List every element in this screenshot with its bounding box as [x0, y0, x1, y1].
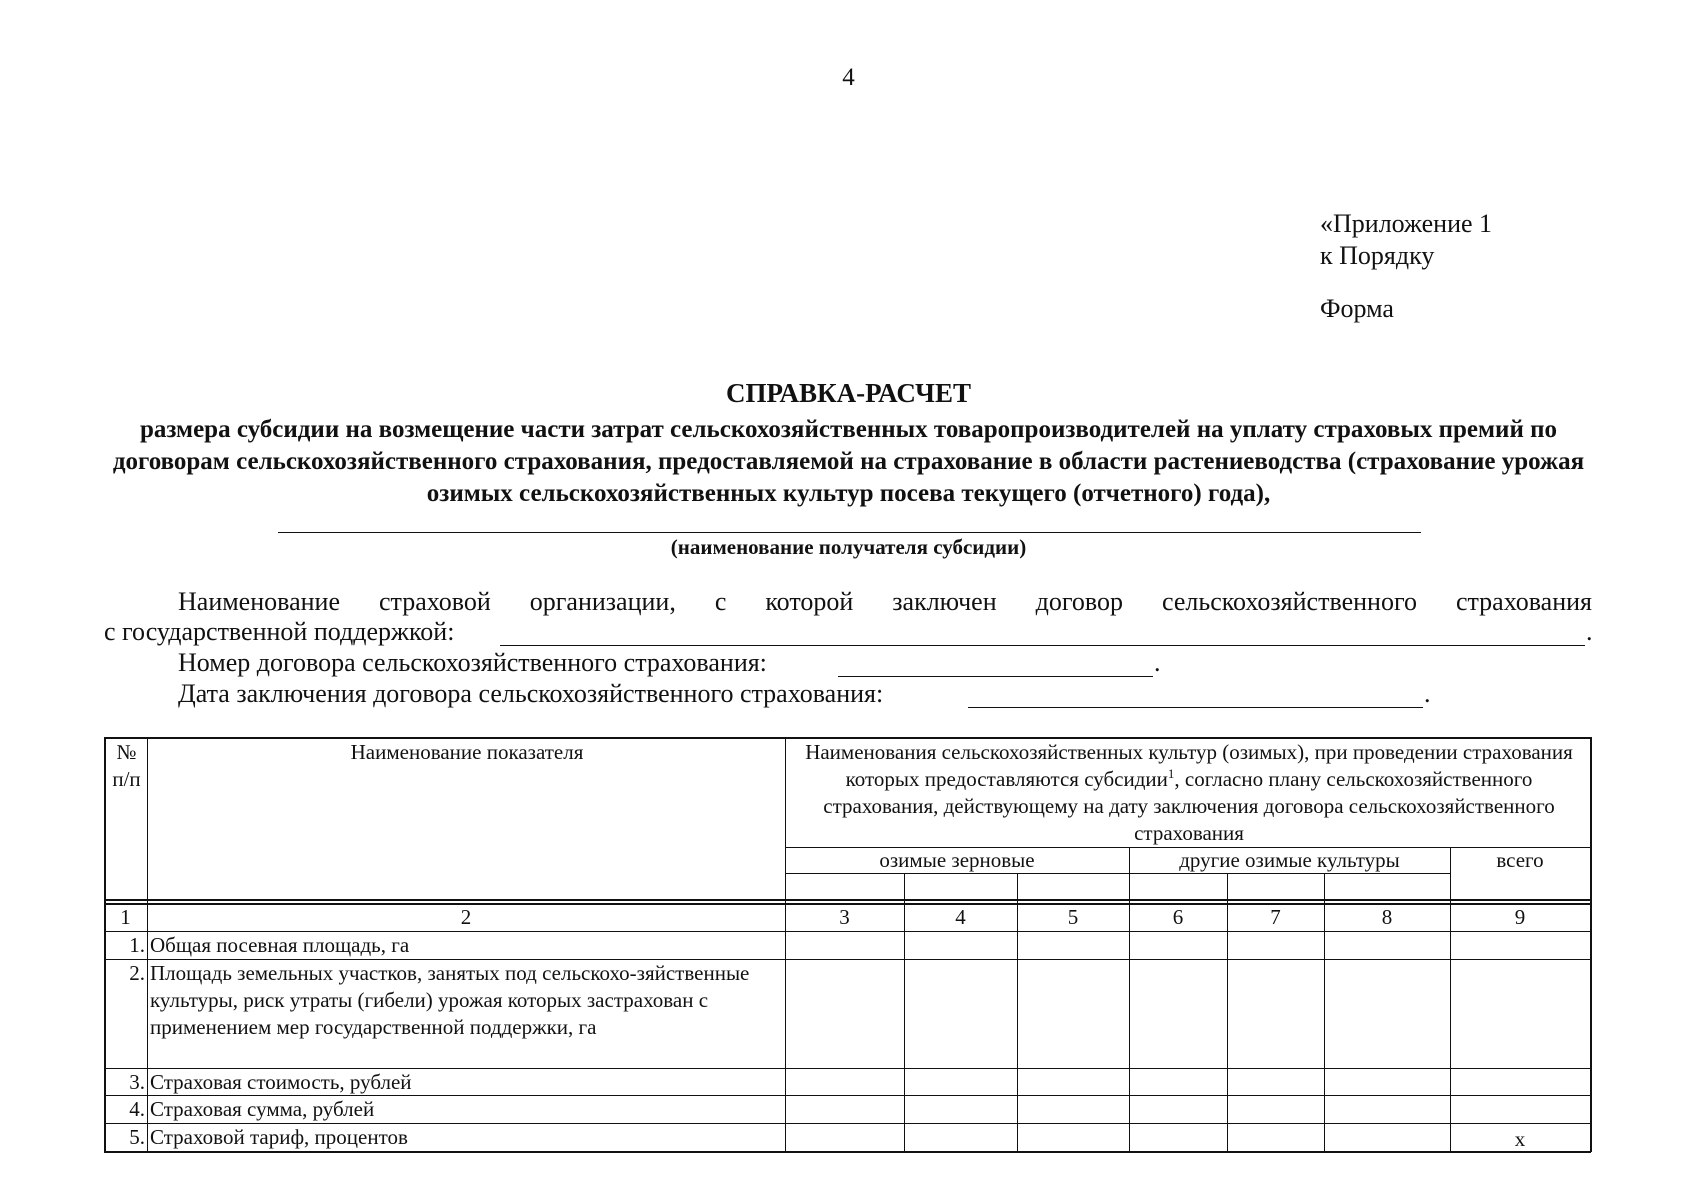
column-number: 4 — [955, 905, 966, 929]
column-number: 3 — [839, 905, 850, 929]
column-number: 5 — [1067, 905, 1079, 929]
insurer-label-line-1: Наименование страховой организации, с которой заключен договор сельскохозяйственного страхования — [178, 587, 1592, 616]
contract-date-end-dot: . — [1424, 679, 1431, 708]
group-total: всего — [1496, 848, 1544, 872]
appendix-reference — [1320, 208, 1492, 272]
document-subtitle: размера субсидии на возмещение части затрат сельскохозяйственных товаропроизводителей на уплату страховых премий по договорам сельскохозяйственного страхования, предоставляемой на страхование в области растениеводства (страхование урожая озимых сельскохозяйственных культур посева текущего (отчетного) года), — [112, 416, 1585, 507]
row-indicator: Страховая стоимость, рублей — [150, 1070, 412, 1094]
appendix-line-1: «Приложение 1 — [1320, 209, 1493, 238]
table-vline-col6 — [1129, 847, 1130, 1152]
insurer-label-line-2: с государственной поддержкой: — [104, 617, 455, 646]
contract-number-label: Номер договора сельскохозяйственного страхования: — [178, 648, 767, 677]
appendix-line-2: к Порядку — [1320, 241, 1435, 270]
column-number: 7 — [1270, 905, 1281, 929]
footnote-marker: 1 — [1167, 766, 1175, 781]
document-title: СПРАВКА-РАСЧЕТ — [726, 378, 971, 408]
column-number: 2 — [460, 905, 472, 929]
header-crops-tail: , согласно плану сельскохозяйственного страхования, действующему на дату заключения договора сельскохозяйственного страхования — [823, 767, 1555, 845]
recipient-caption: (наименование получателя субсидии) — [670, 535, 1027, 559]
group-winter-grain: озимые зерновые — [879, 848, 1035, 872]
row-indicator: Страховой тариф, процентов — [150, 1125, 408, 1149]
header-indicator: Наименование показателя — [350, 740, 584, 764]
header-num: № п/п — [112, 740, 141, 791]
form-label: Форма — [1320, 294, 1394, 323]
insurer-name-field[interactable] — [500, 645, 1585, 646]
row-number: 2. — [129, 961, 145, 985]
table-border-bottom — [104, 1151, 1591, 1153]
table-vline-col9 — [1450, 847, 1451, 1152]
table-line-header-bottom — [104, 899, 1591, 901]
recipient-name-line[interactable] — [278, 532, 1421, 533]
row-indicator: Страховая сумма, рублей — [150, 1097, 375, 1121]
column-number: 6 — [1172, 905, 1184, 929]
row-indicator: Площадь земельных участков, занятых под сельскохо-зяйственные культуры, риск утраты (гибели) урожая которых застрахован с применением мер государственной поддержки, га — [150, 961, 750, 1039]
row-number: 3. — [129, 1070, 145, 1094]
column-number: 1 — [120, 905, 131, 929]
row-number: 5. — [129, 1125, 145, 1149]
row-number: 1. — [129, 933, 145, 957]
group-other-winter: другие озимые культуры — [1179, 848, 1400, 872]
insurer-end-dot: . — [1586, 617, 1593, 646]
table-vline-num — [147, 737, 148, 1152]
table-border-right — [1590, 737, 1592, 1152]
header-crops-text: Наименования сельскохозяйственных культур (озимых), при проведении страхования которых предоставляются субсидии — [805, 740, 1573, 791]
page-number: 4 — [842, 64, 855, 91]
contract-number-field[interactable] — [838, 676, 1153, 677]
header-crops — [789, 739, 1589, 847]
contract-date-label: Дата заключения договора сельскохозяйственного страхования: — [178, 679, 884, 708]
column-number: 8 — [1381, 905, 1393, 929]
table-vline-indicator — [785, 737, 786, 1152]
row-indicator: Общая посевная площадь, га — [150, 933, 410, 957]
row-number: 4. — [129, 1097, 145, 1121]
contract-date-field[interactable] — [968, 707, 1423, 708]
row-total-value: х — [1514, 1127, 1526, 1151]
contract-number-end-dot: . — [1154, 648, 1161, 677]
column-number: 9 — [1514, 905, 1526, 929]
